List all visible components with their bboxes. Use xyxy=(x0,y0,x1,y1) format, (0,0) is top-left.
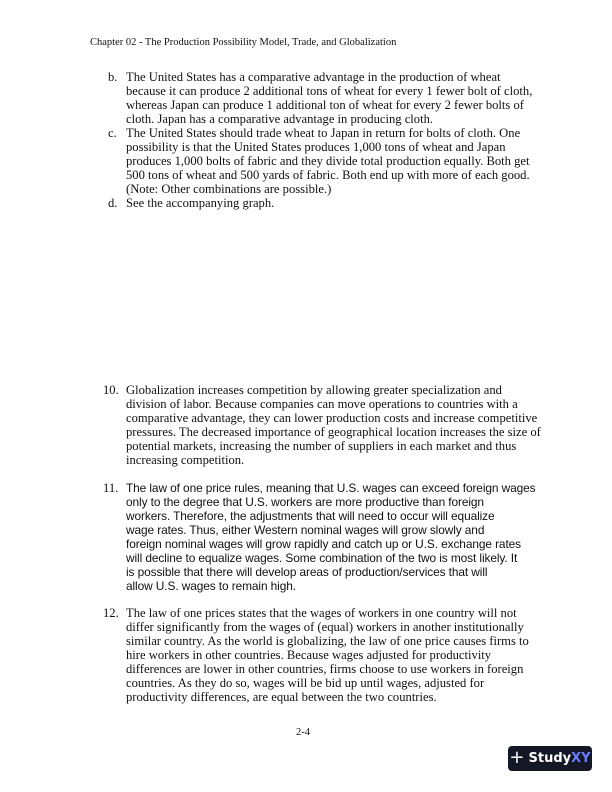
plus-icon: + xyxy=(509,746,525,768)
answer-b-line: cloth. Japan has a comparative advantage in producing cloth. xyxy=(126,112,434,126)
badge-brand-xy: XY xyxy=(571,751,591,766)
answer-c-line: (Note: Other combinations are possible.) xyxy=(126,182,332,196)
answer-c-marker: c. xyxy=(108,126,117,140)
answer-10-line: pressures. The decreased importance of geographical location increases the size of xyxy=(126,425,541,439)
answer-12-marker: 12. xyxy=(103,606,119,620)
answer-12-line: countries. As they do so, wages will be bid up until wages, adjusted for xyxy=(126,676,485,690)
answer-11-line: foreign nominal wages will grow rapidly and catch up or U.S. exchange rates xyxy=(126,537,522,551)
answer-d-marker: d. xyxy=(108,196,118,210)
answer-11-line: only to the degree that U.S. workers are more productive than foreign xyxy=(126,495,484,509)
answer-10-marker: 10. xyxy=(103,383,119,397)
answer-11-line: workers. Therefore, the adjustments that will need to occur will equalize xyxy=(126,509,495,523)
answer-11-line: The law of one price rules, meaning that U.S. wages can exceed foreign wages xyxy=(126,481,536,495)
answer-12-line: differences are lower in other countries, firms choose to use workers in foreign xyxy=(126,662,524,676)
answer-10-line: potential markets, increasing the number of suppliers in each market and thus xyxy=(126,439,517,453)
answer-12-line: The law of one prices states that the wages of workers in one country will not xyxy=(126,606,517,620)
page-number: 2-4 xyxy=(296,727,310,738)
answer-12-line: hire workers in other countries. Because wages adjusted for productivity xyxy=(126,648,492,662)
answer-c-line: 500 tons of wheat and 500 yards of fabric. Both end up with more of each good. xyxy=(126,168,530,182)
answer-b-line: whereas Japan can produce 1 additional ton of wheat for every 2 fewer bolts of xyxy=(126,98,524,112)
answer-12-line: productivity differences, are equal between the two countries. xyxy=(126,690,437,704)
answer-10-line: comparative advantage, they can lower production costs and increase competitive xyxy=(126,411,538,425)
badge-brand-study: Study xyxy=(528,751,572,766)
answer-10-line: Globalization increases competition by allowing greater specialization and xyxy=(126,383,502,397)
answer-12-line: similar country. As the world is globalizing, the law of one price causes firms to xyxy=(126,634,529,648)
answer-c-line: possibility is that the United States produces 1,000 tons of wheat and Japan xyxy=(126,140,506,154)
page-header: Chapter 02 - The Production Possibility Model, Trade, and Globalization xyxy=(90,37,397,48)
answer-11-line: allow U.S. wages to remain high. xyxy=(126,579,296,593)
badge-label xyxy=(529,751,591,766)
answer-10-line: division of labor. Because companies can move operations to countries with a xyxy=(126,397,518,411)
answer-11-line: is possible that there will develop areas of production/services that will xyxy=(126,565,488,579)
answer-11-marker: 11. xyxy=(103,481,119,495)
studyxy-badge[interactable] xyxy=(508,746,592,771)
answer-c-line: The United States should trade wheat to Japan in return for bolts of cloth. One xyxy=(126,126,521,140)
answer-b-marker: b. xyxy=(108,70,118,84)
answer-d-line: See the accompanying graph. xyxy=(126,196,275,210)
answer-11-line: will decline to equalize wages. Some combination of the two is most likely. It xyxy=(126,551,518,565)
answer-b-line: The United States has a comparative advantage in the production of wheat xyxy=(126,70,501,84)
answer-b-line: because it can produce 2 additional tons of wheat for every 1 fewer bolt of cloth, xyxy=(126,84,533,98)
answer-11-line: wage rates. Thus, either Western nominal wages will grow slowly and xyxy=(126,523,485,537)
answer-12-line: differ significantly from the wages of (equal) workers in another institutionally xyxy=(126,620,524,634)
answer-c-line: produces 1,000 bolts of fabric and they divide total production equally. Both get xyxy=(126,154,530,168)
answer-10-line: increasing competition. xyxy=(126,453,245,467)
